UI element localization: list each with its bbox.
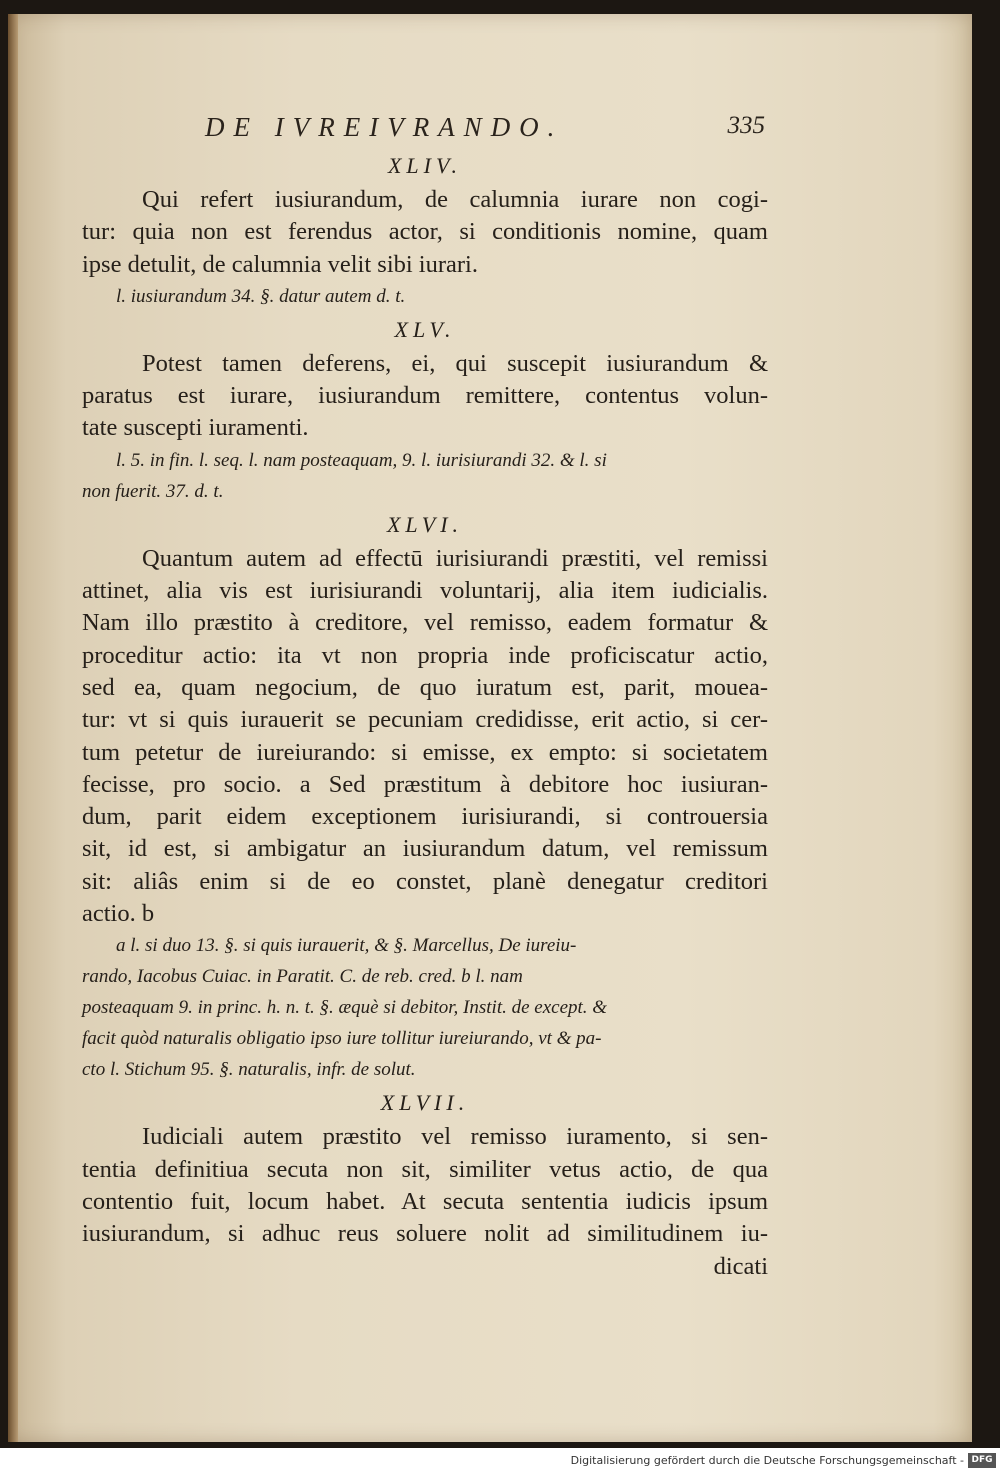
citation-line: cto l. Stichum 95. §. naturalis, infr. de solut. <box>82 1059 416 1081</box>
paragraph-line: tentia definitiua secuta non sit, similiter vetus actio, de qua <box>82 1155 768 1183</box>
footer-credit: Digitalisierung gefördert durch die Deutsche Forschungsgemeinschaft - <box>570 1454 964 1467</box>
paragraph-line: attinet, alia vis est iurisiurandi voluntarij, alia item iudicialis. <box>82 577 768 605</box>
paragraph-line: Quantum autem ad effectū iurisiurandi præstiti, vel remissi <box>142 544 768 572</box>
paragraph-line: sit: aliâs enim si de eo constet, planè denegatur creditori <box>82 867 768 895</box>
paragraph-line: tum petetur de iureiurando: si emisse, ex empto: si societatem <box>82 738 768 766</box>
dfg-logo: DFG <box>968 1453 996 1468</box>
section-paragraph <box>82 348 768 445</box>
citation-line: non fuerit. 37. d. t. <box>82 480 224 502</box>
page-header <box>205 112 765 146</box>
paragraph-line: paratus est iurare, iusiurandum remittere, contentus volun- <box>82 382 768 410</box>
paragraph-line: fecisse, pro socio. a Sed præstitum à debitore hoc iusiuran- <box>82 770 768 798</box>
digitization-footer <box>0 1449 1000 1474</box>
paragraph-line: Iudiciali autem præstito vel remisso iuramento, si sen- <box>142 1123 768 1151</box>
section-paragraph <box>82 184 768 281</box>
page-binding-edge <box>8 14 18 1442</box>
section-paragraph <box>82 543 768 931</box>
paragraph-line: Potest tamen deferens, ei, qui suscepit iusiurandum & <box>142 349 768 377</box>
citation-line: a l. si duo 13. §. si quis iurauerit, & §. Marcellus, De iureiu- <box>116 935 577 957</box>
paragraph-line: contentio fuit, locum habet. At secuta sententia iudicis ipsum <box>82 1187 768 1215</box>
catchword: dicati <box>713 1252 768 1280</box>
paragraph-line: Nam illo præstito à creditore, vel remisso, eadem formatur & <box>82 609 768 637</box>
page-number: 335 <box>727 112 765 139</box>
citation-line: facit quòd naturalis obligatio ipso iure tollitur iureiurando, vt & pa- <box>82 1028 602 1050</box>
section-number: XLIV. <box>387 153 463 178</box>
paragraph-line: ipse detulit, de calumnia velit sibi iurari. <box>82 250 478 278</box>
paragraph-line: tur: vt si quis iurauerit se pecuniam credidisse, erit actio, si cer- <box>82 706 768 734</box>
citation-line: rando, Iacobus Cuiac. in Paratit. C. de reb. cred. b l. nam <box>82 966 523 988</box>
paragraph-line: Qui refert iusiurandum, de calumnia iurare non cogi- <box>142 186 768 213</box>
legal-citation <box>82 445 768 507</box>
paragraph-line: tur: quia non est ferendus actor, si conditionis nomine, quam <box>82 218 768 246</box>
citation-line: l. 5. in fin. l. seq. l. nam posteaquam, 9. l. iurisiurandi 32. & l. si <box>116 449 607 471</box>
citation-line: l. iusiurandum 34. §. datur autem d. t. <box>116 285 406 307</box>
section-paragraph <box>82 1121 768 1282</box>
section-number: XLV. <box>394 316 456 342</box>
paragraph-line: dum, parit eidem exceptionem iurisiurandi, si controuersia <box>82 803 768 831</box>
legal-citation <box>82 930 768 1085</box>
legal-citation <box>82 281 768 312</box>
paragraph-line: sed ea, quam negocium, de quo iuratum est, parit, mouea- <box>82 673 768 701</box>
running-title: DE IVREIVRANDO. <box>205 112 564 142</box>
section-number: XLVI. <box>386 511 464 537</box>
citation-line: posteaquam 9. in princ. h. n. t. §. æquè si debitor, Instit. de except. & <box>82 997 608 1019</box>
paragraph-line: tate suscepti iuramenti. <box>82 414 309 442</box>
paragraph-line: sit, id est, si ambigatur an iusiurandum datum, vel remissum <box>82 835 768 863</box>
paragraph-line: actio. b <box>82 900 155 928</box>
paragraph-line: proceditur actio: ita vt non propria inde proficiscatur actio, <box>82 641 768 669</box>
section-number: XLVII. <box>380 1090 470 1116</box>
page-text <box>82 148 768 1283</box>
paragraph-line: iusiurandum, si adhuc reus soluere nolit ad similitudinem iu- <box>82 1220 768 1248</box>
